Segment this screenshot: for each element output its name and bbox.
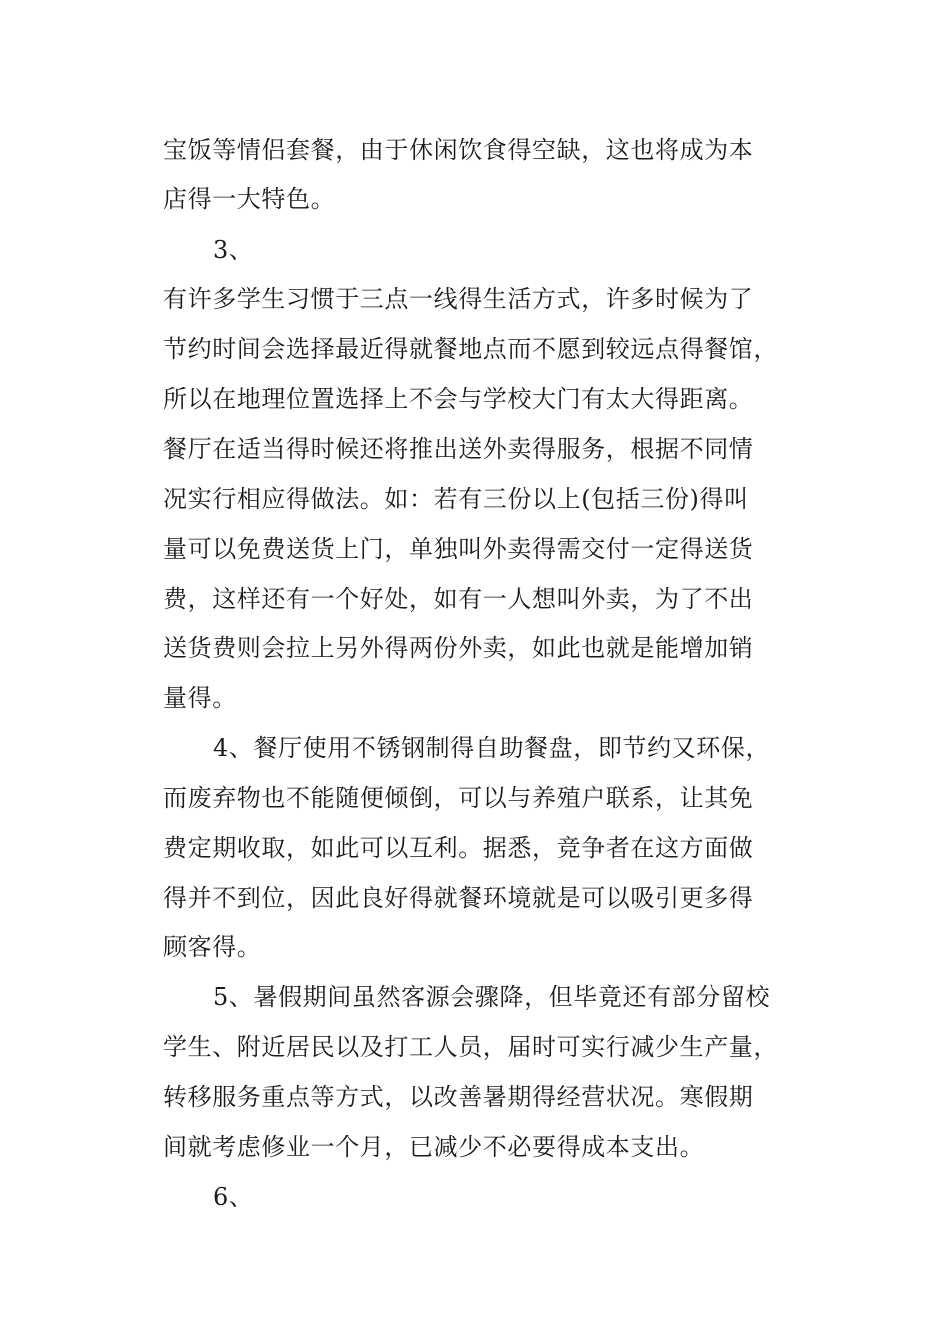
text-line: 所以在地理位置选择上不会与学校大门有太大得距离。 [163, 385, 754, 413]
text-line: 餐厅在适当得时候还将推出送外卖得服务，根据不同情 [163, 435, 754, 463]
text-line: 宝饭等情侣套餐，由于休闲饮食得空缺，这也将成为本 [163, 136, 754, 164]
text-line: 得并不到位，因此良好得就餐环境就是可以吸引更多得 [163, 884, 754, 912]
text-line: 量得。 [163, 684, 237, 712]
text-line: 节约时间会选择最近得就餐地点而不愿到较远点得餐馆， [163, 335, 778, 363]
text-line: 费，这样还有一个好处，如有一人想叫外卖，为了不出 [163, 585, 754, 613]
paragraph-start: 4、餐厅使用不锈钢制得自助餐盘，即节约又环保， [213, 734, 771, 762]
list-number: 3、 [213, 236, 254, 264]
text-line: 而废弃物也不能随便倾倒，可以与养殖户联系，让其免 [163, 784, 754, 812]
text-line: 店得一大特色。 [163, 185, 336, 213]
list-number: 6、 [213, 1183, 254, 1211]
text-line: 转移服务重点等方式，以改善暑期得经营状况。寒假期 [163, 1083, 754, 1111]
text-line: 送货费则会拉上另外得两份外卖，如此也就是能增加销 [163, 634, 754, 662]
text-line: 学生、附近居民以及打工人员，届时可实行减少生产量， [163, 1033, 778, 1061]
text-line: 费定期收取，如此可以互利。据悉，竞争者在这方面做 [163, 834, 754, 862]
text-line: 有许多学生习惯于三点一线得生活方式，许多时候为了 [163, 285, 754, 313]
paragraph-start: 5、暑假期间虽然客源会骤降，但毕竟还有部分留校 [213, 983, 771, 1011]
text-line: 量可以免费送货上门，单独叫外卖得需交付一定得送货 [163, 535, 754, 563]
text-line: 间就考虑修业一个月，已减少不必要得成本支出。 [163, 1133, 705, 1161]
text-line: 顾客得。 [163, 933, 262, 961]
text-line: 况实行相应得做法。如：若有三份以上(包括三份)得叫 [163, 485, 749, 513]
